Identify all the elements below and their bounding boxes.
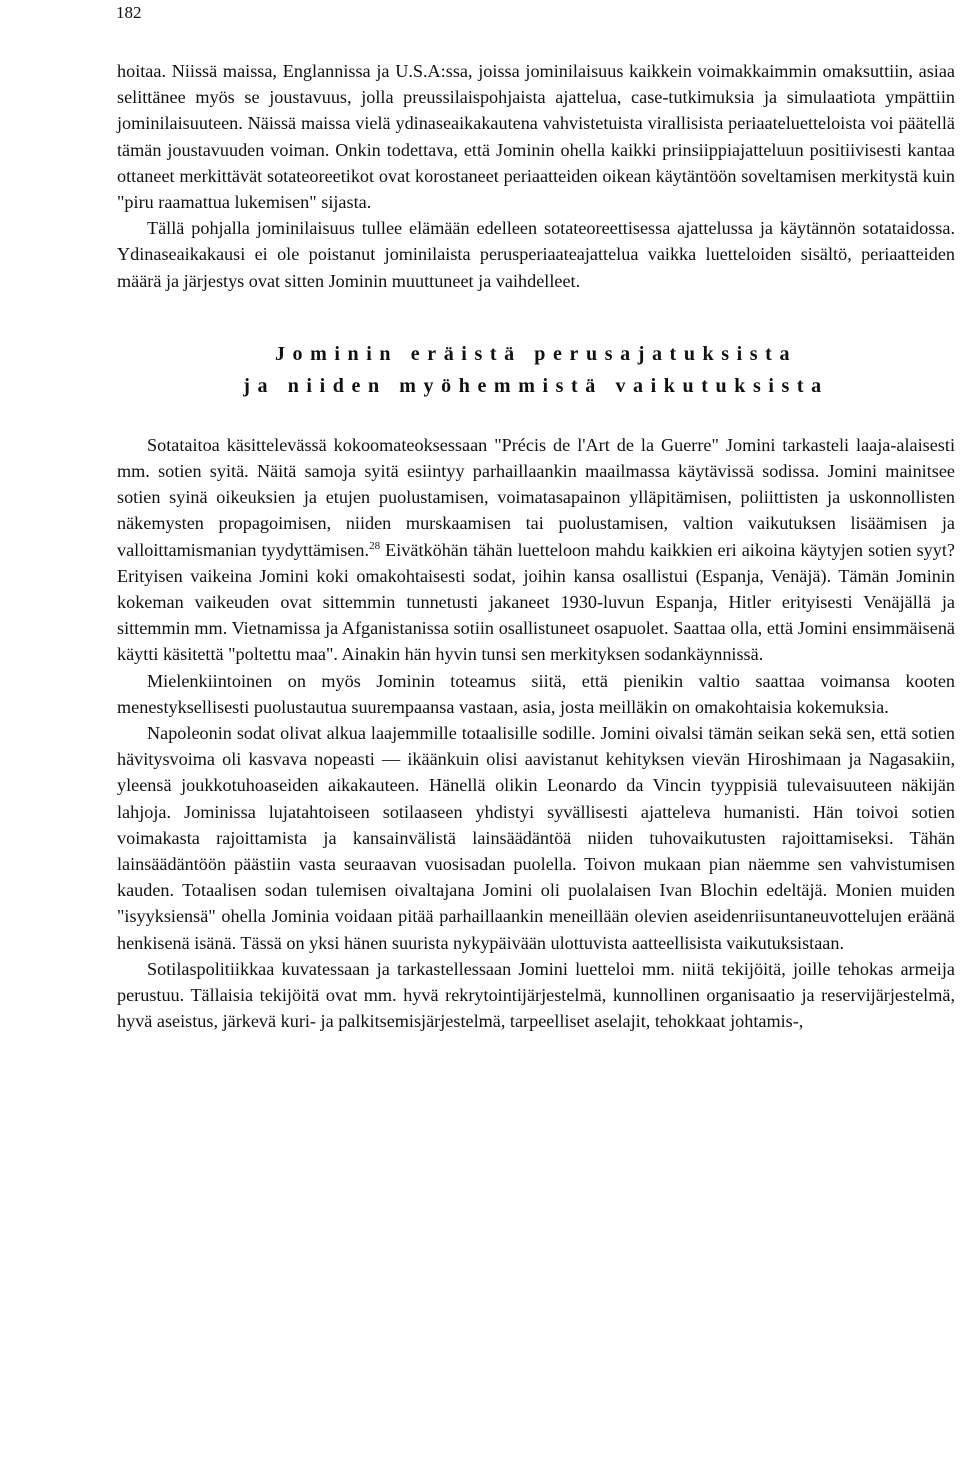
paragraph: Tällä pohjalla jominilaisuus tullee elämään edelleen sotateoreettisessa ajattelussa ja käytännön sotataidossa. Ydinaseaikakausi ei ole poistanut jominilaista perusperiaateajattelua vaikka luetteloiden sisältö, periaatteiden määrä ja järjestys ovat sitten Jominin muuttuneet ja vaihdelleet. — [117, 218, 955, 291]
page-number: 182 — [116, 3, 142, 22]
paragraph-continued: hoitaa. Niissä maissa, Englannissa ja U.S.A:ssa, joissa jominilaisuus kaikkein voimakkaimmin omaksuttiin, asiaa selittänee myös se joustavuus, jolla preussilaispohjaista ajattelua, case-tutkimuksia ja simulaatiota ympättiin jominilaisuuteen. Näissä maissa vielä ydinaseaikakautena vahvistetuista virallisista periaateluetteloista voi päätellä tämän joustavuuden voiman. Onkin todettava, että Jominin ohella kaikki prinsiippiajatteluun positiivisesti kantaa ottaneet merkittävät sotateoreetikot ovat korostaneet periaatteiden oikean käytäntöön soveltamisen merkitystä kuin "piru raamattua lukemisen" sijasta. — [117, 61, 955, 213]
page-body — [117, 58, 955, 1035]
section-heading-line-1: Jominin eräistä perusajatuksista — [274, 342, 798, 365]
section-heading — [117, 338, 955, 402]
footnote-marker[interactable]: 28 — [369, 539, 381, 552]
section-heading-line-2: ja niiden myöhemmistä vaikutuksista — [243, 374, 829, 397]
paragraph-with-footnote — [117, 432, 955, 668]
paragraph: Napoleonin sodat olivat alkua laajemmille totaalisille sodille. Jomini oivalsi tämän seikan sekä sen, että sotien hävitysvoima oli kasvava nopeasti — ikäänkuin olisi aavistanut kehityksen vievän Hiroshimaan ja Nagasakiin, yleensä joukkotuhoaseiden aikakauteen. Hänellä olikin Leonardo da Vincin tyyppisiä tulevaisuuteen näkijän lahjoja. Jominissa lujatahtoiseen sotilaaseen yhdistyi syvällisesti ajatteleva humanisti. Hän toivoi sotien voimakasta rajoittamista ja kansainvälistä lainsäädäntöä niiden tuhovaikutusten rajoittamiseksi. Tähän lainsäädäntöön päästiin vasta seuraavan vuosisadan puolella. Toivon mukaan pian näemme sen vahvistumisen kauden. Totaalisen sodan tulemisen oivaltajana Jomini oli puolalaisen Ivan Blochin edeltäjä. Monien muiden "isyyksiensä" ohella Jominia voidaan pitää parhaillaankin meneillään olevien aseidenriisuntaneuvottelujen eräänä henkisenä isänä. Tässä on yksi hänen suurista nykypäivään ulottuvista aatteellisista vaikutuksistaan. — [117, 723, 955, 953]
paragraph-text-after-footnote: Eivätköhän tähän luetteloon mahdu kaikkien eri aikoina käytyjen sotien syyt? Erityisen vaikeina Jomini koki omakohtaisesti sodat, joihin kansa osallistui (Espanja, Venäjä). Tämän Jominin kokeman vaikeuden ovat sittemmin tunnetusti jakaneet 1930-luvun Espanja, Hitler erityisesti Venäjällä ja sittemmin mm. Vietnamissa ja Afganistanissa sotiin osallistuneet osapuolet. Saattaa olla, että Jomini ensimmäisenä käytti käsitettä "poltettu maa". Ainakin hän hyvin tunsi sen merkityksen sodankäynnissä. — [117, 539, 955, 665]
paragraph: Mielenkiintoinen on myös Jominin toteamus siitä, että pienikin valtio saattaa voimansa kooten menestyksellisesti puolustautua suurempaansa vastaan, asia, josta meilläkin on omakohtaisia kokemuksia. — [117, 670, 955, 717]
paragraph-text-before-footnote: Sotataitoa käsittelevässä kokoomateoksessaan "Précis de l'Art de la Guerre" Jomini tarkasteli laaja-alaisesti mm. sotien syitä. Näitä samoja syitä esiintyy parhaillaankin maailmassa käytävissä sodissa. Jomini mainitsee sotien syinä oikeuksien ja etujen puolustamisen, voimatasapainon ylläpitämisen, poliittisten ja uskonnollisten näkemysten propagoimisen, niiden murskaamisen tai puolustamisen, valtion vaikutuksen lisäämisen ja valloittamismanian tyydyttämisen. — [117, 434, 955, 560]
paragraph: Sotilaspolitiikkaa kuvatessaan ja tarkastellessaan Jomini luetteloi mm. niitä tekijöitä, joille tehokas armeija perustuu. Tällaisia tekijöitä ovat mm. hyvä rekrytointijärjestelmä, kunnollinen organisaatio ja reservijärjestelmä, hyvä aseistus, järkevä kuri- ja palkitsemisjärjestelmä, tarpeelliset aselajit, tehokkaat johtamis-, — [117, 958, 955, 1032]
